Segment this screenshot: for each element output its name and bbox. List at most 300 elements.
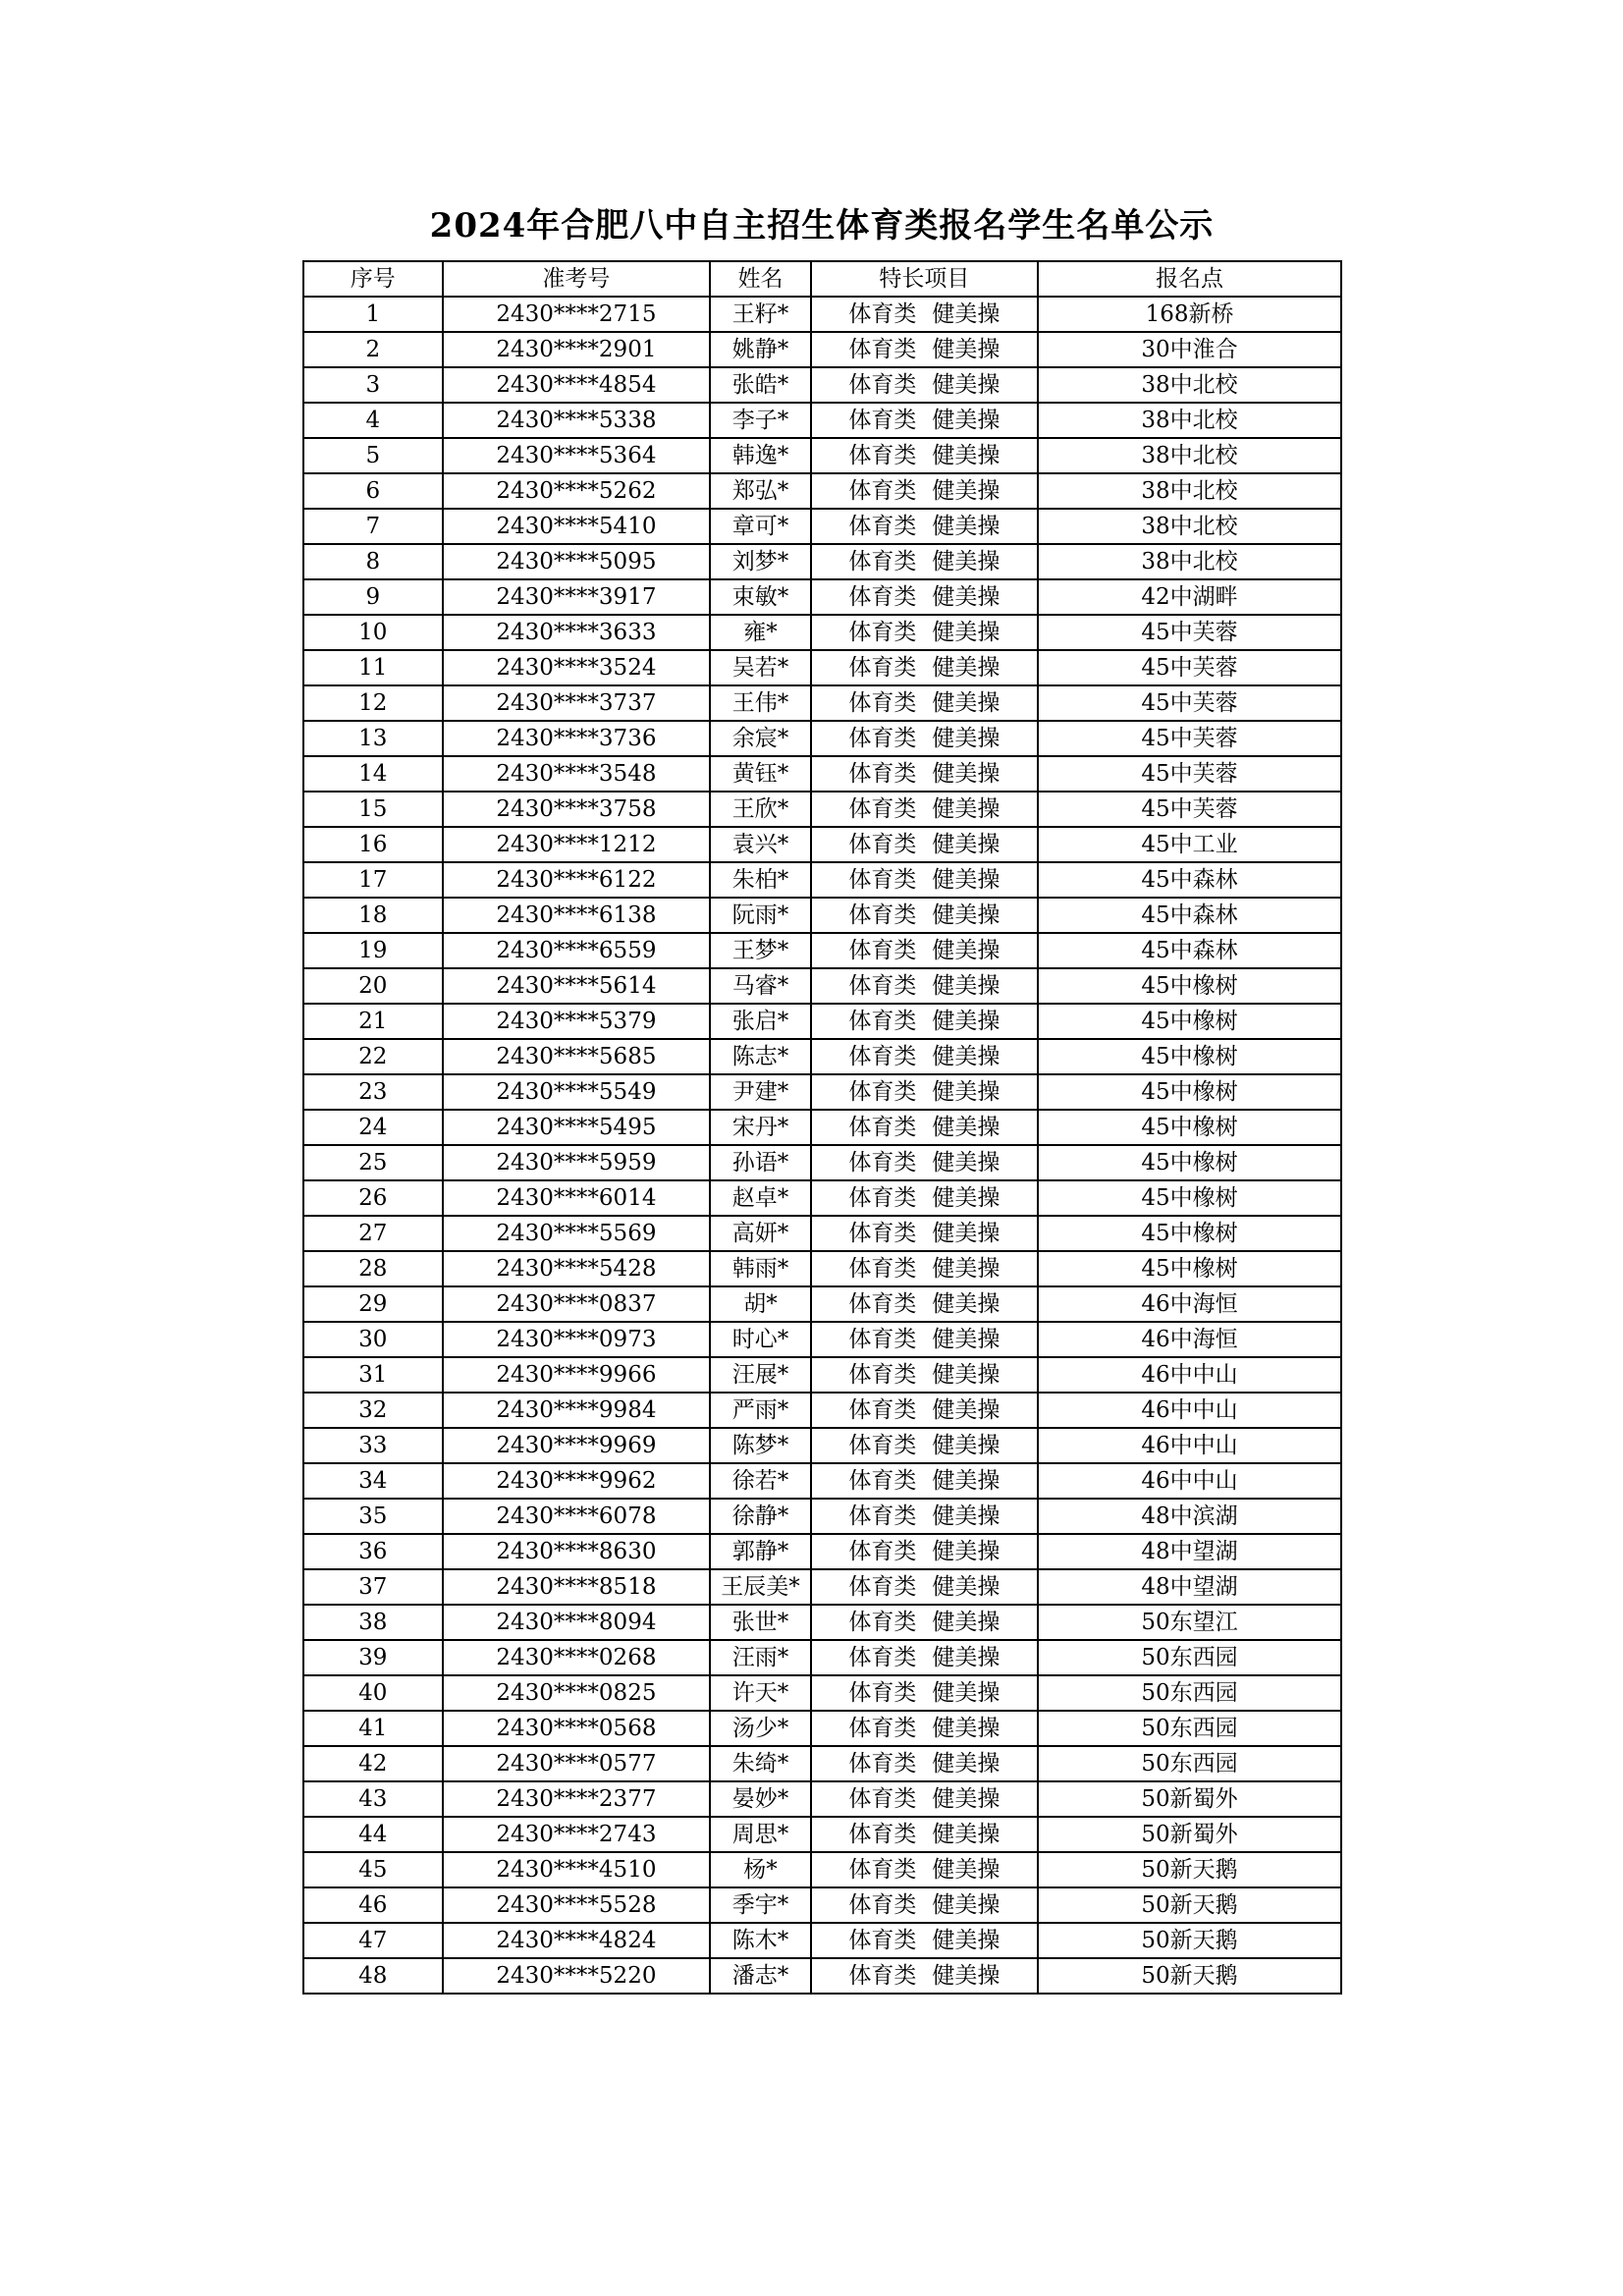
cell-registration-site: 45中芙蓉 [1038,792,1341,827]
table-row [303,403,1341,438]
table-row [303,1534,1341,1569]
cell-specialty [811,1463,1038,1499]
cell-specialty [811,1393,1038,1428]
table-row [303,650,1341,685]
cell-name: 徐静* [710,1499,810,1534]
specialty-category: 体育类 [848,408,917,433]
cell-exam-number: 2430****0577 [443,1746,711,1781]
cell-name: 马睿* [710,968,810,1004]
specialty-category: 体育类 [848,549,917,574]
cell-registration-site: 46中中山 [1038,1357,1341,1393]
table-row [303,438,1341,473]
specialty-category: 体育类 [848,1256,917,1282]
cell-name: 刘梦* [710,544,810,579]
cell-seq: 35 [303,1499,443,1534]
table-row [303,1216,1341,1251]
cell-name: 王辰美* [710,1569,810,1605]
table-row [303,1781,1341,1817]
cell-specialty [811,615,1038,650]
specialty-category: 体育类 [848,690,917,716]
cell-registration-site: 45中芙蓉 [1038,650,1341,685]
table-row [303,367,1341,403]
cell-registration-site: 50东西园 [1038,1675,1341,1711]
cell-specialty [811,1145,1038,1180]
cell-registration-site: 50新蜀外 [1038,1781,1341,1817]
cell-specialty [811,544,1038,579]
specialty-category: 体育类 [848,1786,917,1812]
cell-seq: 25 [303,1145,443,1180]
cell-exam-number: 2430****5495 [443,1110,711,1145]
cell-exam-number: 2430****5364 [443,438,711,473]
cell-exam-number: 2430****0973 [443,1322,711,1357]
specialty-category: 体育类 [848,1327,917,1352]
cell-name: 周思* [710,1817,810,1852]
cell-seq: 17 [303,862,443,898]
cell-registration-site: 45中芙蓉 [1038,756,1341,792]
specialty-item: 健美操 [932,796,1001,822]
cell-exam-number: 2430****9969 [443,1428,711,1463]
specialty-item: 健美操 [932,337,1001,362]
cell-specialty [811,968,1038,1004]
specialty-category: 体育类 [848,1397,917,1423]
cell-registration-site: 45中橡树 [1038,1004,1341,1039]
cell-seq: 2 [303,332,443,367]
specialty-item: 健美操 [932,1892,1001,1918]
specialty-item: 健美操 [932,301,1001,327]
cell-seq: 29 [303,1286,443,1322]
cell-name: 韩雨* [710,1251,810,1286]
table-row [303,615,1341,650]
specialty-item: 健美操 [932,1751,1001,1777]
specialty-category: 体育类 [848,1044,917,1069]
specialty-category: 体育类 [848,1150,917,1175]
cell-seq: 46 [303,1887,443,1923]
cell-seq: 33 [303,1428,443,1463]
table-row [303,1499,1341,1534]
table-row [303,579,1341,615]
cell-seq: 45 [303,1852,443,1887]
cell-exam-number: 2430****2743 [443,1817,711,1852]
specialty-item: 健美操 [932,726,1001,751]
cell-seq: 10 [303,615,443,650]
cell-specialty [811,862,1038,898]
cell-name: 晏妙* [710,1781,810,1817]
specialty-category: 体育类 [848,1645,917,1670]
cell-specialty [811,792,1038,827]
cell-registration-site: 48中滨湖 [1038,1499,1341,1534]
table-row [303,1393,1341,1428]
cell-specialty [811,1675,1038,1711]
cell-specialty [811,1322,1038,1357]
cell-name: 陈梦* [710,1428,810,1463]
cell-exam-number: 2430****3524 [443,650,711,685]
cell-name: 严雨* [710,1393,810,1428]
column-header-registration-site: 报名点 [1038,261,1341,297]
cell-registration-site: 38中北校 [1038,509,1341,544]
cell-exam-number: 2430****5095 [443,544,711,579]
cell-specialty [811,756,1038,792]
cell-specialty [811,1110,1038,1145]
specialty-category: 体育类 [848,1185,917,1211]
cell-exam-number: 2430****3917 [443,579,711,615]
specialty-item: 健美操 [932,478,1001,504]
table-row [303,1569,1341,1605]
cell-registration-site: 45中森林 [1038,862,1341,898]
cell-registration-site: 48中望湖 [1038,1534,1341,1569]
table-row [303,1286,1341,1322]
cell-registration-site: 42中湖畔 [1038,579,1341,615]
cell-exam-number: 2430****5220 [443,1958,711,1994]
specialty-item: 健美操 [932,1857,1001,1883]
specialty-item: 健美操 [932,1963,1001,1989]
cell-name: 潘志* [710,1958,810,1994]
specialty-category: 体育类 [848,443,917,468]
specialty-category: 体育类 [848,973,917,999]
table-row [303,1004,1341,1039]
cell-seq: 18 [303,898,443,933]
table-row [303,332,1341,367]
cell-registration-site: 168新桥 [1038,297,1341,332]
cell-registration-site: 50新天鹅 [1038,1852,1341,1887]
specialty-item: 健美操 [932,1786,1001,1812]
specialty-category: 体育类 [848,1857,917,1883]
cell-registration-site: 38中北校 [1038,367,1341,403]
cell-name: 袁兴* [710,827,810,862]
cell-registration-site: 46中海恒 [1038,1286,1341,1322]
cell-registration-site: 50东望江 [1038,1605,1341,1640]
student-list-table [302,260,1342,1995]
cell-exam-number: 2430****5338 [443,403,711,438]
cell-specialty [811,1640,1038,1675]
cell-exam-number: 2430****4854 [443,367,711,403]
cell-exam-number: 2430****5569 [443,1216,711,1251]
cell-exam-number: 2430****4510 [443,1852,711,1887]
specialty-category: 体育类 [848,1610,917,1635]
specialty-item: 健美操 [932,1503,1001,1529]
cell-name: 黄钰* [710,756,810,792]
cell-specialty [811,1569,1038,1605]
specialty-item: 健美操 [932,584,1001,610]
cell-exam-number: 2430****3737 [443,685,711,721]
cell-registration-site: 45中芙蓉 [1038,615,1341,650]
cell-registration-site: 48中望湖 [1038,1569,1341,1605]
table-row [303,544,1341,579]
cell-registration-site: 46中海恒 [1038,1322,1341,1357]
cell-exam-number: 2430****5959 [443,1145,711,1180]
cell-specialty [811,1074,1038,1110]
cell-seq: 43 [303,1781,443,1817]
cell-seq: 5 [303,438,443,473]
specialty-category: 体育类 [848,761,917,787]
specialty-item: 健美操 [932,408,1001,433]
cell-specialty [811,1711,1038,1746]
cell-exam-number: 2430****0825 [443,1675,711,1711]
table-row [303,1746,1341,1781]
cell-name: 徐若* [710,1463,810,1499]
specialty-item: 健美操 [932,1185,1001,1211]
cell-seq: 15 [303,792,443,827]
specialty-category: 体育类 [848,867,917,893]
specialty-item: 健美操 [932,761,1001,787]
table-row [303,968,1341,1004]
specialty-item: 健美操 [932,1362,1001,1388]
table-row [303,721,1341,756]
cell-name: 高妍* [710,1216,810,1251]
cell-specialty [811,1887,1038,1923]
cell-seq: 13 [303,721,443,756]
cell-name: 束敏* [710,579,810,615]
specialty-item: 健美操 [932,1079,1001,1105]
cell-registration-site: 50新天鹅 [1038,1887,1341,1923]
table-row [303,1180,1341,1216]
cell-name: 郑弘* [710,473,810,509]
cell-exam-number: 2430****5685 [443,1039,711,1074]
cell-name: 韩逸* [710,438,810,473]
table-row [303,1110,1341,1145]
cell-seq: 9 [303,579,443,615]
cell-name: 李子* [710,403,810,438]
cell-exam-number: 2430****6138 [443,898,711,933]
specialty-item: 健美操 [932,832,1001,857]
cell-name: 章可* [710,509,810,544]
cell-seq: 1 [303,297,443,332]
column-header-seq: 序号 [303,261,443,297]
cell-seq: 14 [303,756,443,792]
cell-specialty [811,1534,1038,1569]
specialty-item: 健美操 [932,1610,1001,1635]
specialty-item: 健美操 [932,1468,1001,1494]
cell-seq: 27 [303,1216,443,1251]
cell-seq: 11 [303,650,443,685]
specialty-item: 健美操 [932,514,1001,539]
cell-registration-site: 50新蜀外 [1038,1817,1341,1852]
table-row [303,473,1341,509]
cell-name: 雍* [710,615,810,650]
table-row [303,792,1341,827]
column-header-name: 姓名 [710,261,810,297]
cell-registration-site: 46中中山 [1038,1428,1341,1463]
specialty-category: 体育类 [848,1680,917,1706]
table-row [303,1463,1341,1499]
specialty-category: 体育类 [848,1009,917,1034]
cell-name: 朱绮* [710,1746,810,1781]
cell-exam-number: 2430****8518 [443,1569,711,1605]
cell-specialty [811,1958,1038,1994]
cell-name: 许天* [710,1675,810,1711]
cell-exam-number: 2430****6014 [443,1180,711,1216]
column-header-specialty: 特长项目 [811,261,1038,297]
specialty-category: 体育类 [848,620,917,645]
cell-exam-number: 2430****3548 [443,756,711,792]
cell-specialty [811,332,1038,367]
specialty-item: 健美操 [932,549,1001,574]
cell-exam-number: 2430****0268 [443,1640,711,1675]
cell-specialty [811,1004,1038,1039]
cell-exam-number: 2430****2901 [443,332,711,367]
cell-exam-number: 2430****6559 [443,933,711,968]
cell-exam-number: 2430****5549 [443,1074,711,1110]
cell-registration-site: 45中芙蓉 [1038,721,1341,756]
cell-seq: 31 [303,1357,443,1393]
cell-seq: 23 [303,1074,443,1110]
table-row [303,1923,1341,1958]
cell-seq: 36 [303,1534,443,1569]
table-row [303,1675,1341,1711]
cell-specialty [811,1251,1038,1286]
cell-specialty [811,1923,1038,1958]
cell-exam-number: 2430****5528 [443,1887,711,1923]
specialty-category: 体育类 [848,938,917,963]
specialty-category: 体育类 [848,1822,917,1847]
table-row [303,1817,1341,1852]
specialty-item: 健美操 [932,1928,1001,1953]
specialty-category: 体育类 [848,796,917,822]
specialty-item: 健美操 [932,938,1001,963]
cell-seq: 21 [303,1004,443,1039]
specialty-category: 体育类 [848,1892,917,1918]
cell-name: 余宸* [710,721,810,756]
cell-specialty [811,1817,1038,1852]
table-row [303,898,1341,933]
specialty-item: 健美操 [932,1680,1001,1706]
cell-exam-number: 2430****8630 [443,1534,711,1569]
cell-exam-number: 2430****0837 [443,1286,711,1322]
cell-seq: 26 [303,1180,443,1216]
cell-seq: 6 [303,473,443,509]
cell-specialty [811,1286,1038,1322]
specialty-item: 健美操 [932,1009,1001,1034]
cell-exam-number: 2430****6122 [443,862,711,898]
cell-exam-number: 2430****9962 [443,1463,711,1499]
cell-registration-site: 50新天鹅 [1038,1958,1341,1994]
cell-seq: 12 [303,685,443,721]
cell-exam-number: 2430****9984 [443,1393,711,1428]
column-header-exam-number: 准考号 [443,261,711,297]
specialty-item: 健美操 [932,1291,1001,1317]
specialty-category: 体育类 [848,1468,917,1494]
table-row [303,1039,1341,1074]
specialty-category: 体育类 [848,1503,917,1529]
cell-name: 王梦* [710,933,810,968]
cell-seq: 37 [303,1569,443,1605]
cell-seq: 40 [303,1675,443,1711]
specialty-item: 健美操 [932,1645,1001,1670]
cell-registration-site: 45中橡树 [1038,1074,1341,1110]
cell-specialty [811,721,1038,756]
cell-registration-site: 45中森林 [1038,933,1341,968]
cell-specialty [811,403,1038,438]
cell-registration-site: 50东西园 [1038,1711,1341,1746]
cell-name: 汪展* [710,1357,810,1393]
cell-specialty [811,1180,1038,1216]
cell-name: 吴若* [710,650,810,685]
cell-seq: 28 [303,1251,443,1286]
cell-exam-number: 2430****5262 [443,473,711,509]
cell-registration-site: 45中芙蓉 [1038,685,1341,721]
specialty-item: 健美操 [932,1574,1001,1600]
cell-name: 孙语* [710,1145,810,1180]
specialty-item: 健美操 [932,1716,1001,1741]
specialty-category: 体育类 [848,1433,917,1458]
cell-name: 张世* [710,1605,810,1640]
specialty-category: 体育类 [848,1362,917,1388]
table-row [303,509,1341,544]
cell-exam-number: 2430****2715 [443,297,711,332]
table-row [303,1605,1341,1640]
cell-name: 时心* [710,1322,810,1357]
specialty-item: 健美操 [932,690,1001,716]
cell-specialty [811,367,1038,403]
cell-specialty [811,1852,1038,1887]
specialty-category: 体育类 [848,514,917,539]
cell-seq: 32 [303,1393,443,1428]
specialty-category: 体育类 [848,1928,917,1953]
table-body [303,297,1341,1994]
cell-registration-site: 46中中山 [1038,1393,1341,1428]
table-row [303,1322,1341,1357]
table-row [303,1852,1341,1887]
table-row [303,1640,1341,1675]
cell-seq: 7 [303,509,443,544]
cell-name: 郭静* [710,1534,810,1569]
cell-specialty [811,898,1038,933]
cell-name: 王伟* [710,685,810,721]
cell-specialty [811,1428,1038,1463]
cell-specialty [811,1216,1038,1251]
cell-specialty [811,438,1038,473]
cell-name: 赵卓* [710,1180,810,1216]
specialty-item: 健美操 [932,1256,1001,1282]
specialty-category: 体育类 [848,1963,917,1989]
cell-specialty [811,473,1038,509]
cell-exam-number: 2430****5614 [443,968,711,1004]
cell-name: 张皓* [710,367,810,403]
cell-name: 杨* [710,1852,810,1887]
cell-seq: 38 [303,1605,443,1640]
cell-seq: 47 [303,1923,443,1958]
cell-seq: 44 [303,1817,443,1852]
cell-exam-number: 2430****5428 [443,1251,711,1286]
cell-seq: 34 [303,1463,443,1499]
specialty-category: 体育类 [848,1221,917,1246]
cell-registration-site: 45中橡树 [1038,1110,1341,1145]
cell-name: 汤少* [710,1711,810,1746]
cell-seq: 24 [303,1110,443,1145]
cell-seq: 30 [303,1322,443,1357]
specialty-item: 健美操 [932,867,1001,893]
cell-name: 季宇* [710,1887,810,1923]
specialty-item: 健美操 [932,620,1001,645]
cell-seq: 8 [303,544,443,579]
cell-specialty [811,933,1038,968]
cell-registration-site: 45中工业 [1038,827,1341,862]
table-row [303,685,1341,721]
cell-specialty [811,685,1038,721]
specialty-category: 体育类 [848,832,917,857]
cell-registration-site: 38中北校 [1038,473,1341,509]
table-row [303,1357,1341,1393]
specialty-category: 体育类 [848,655,917,681]
table-row [303,1887,1341,1923]
cell-exam-number: 2430****3633 [443,615,711,650]
cell-name: 朱柏* [710,862,810,898]
cell-registration-site: 46中中山 [1038,1463,1341,1499]
cell-specialty [811,827,1038,862]
cell-seq: 39 [303,1640,443,1675]
cell-specialty [811,509,1038,544]
table-row [303,933,1341,968]
specialty-item: 健美操 [932,443,1001,468]
